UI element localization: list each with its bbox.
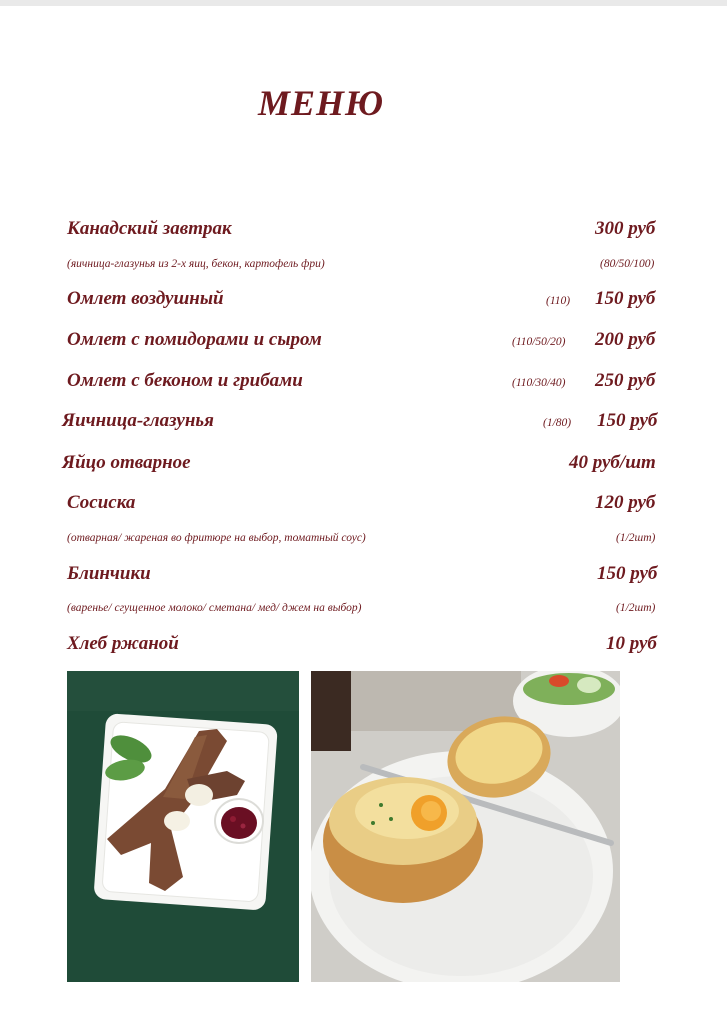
menu-item-name: Омлет с беконом и грибами xyxy=(67,370,303,391)
menu-item-price: 200 руб xyxy=(595,329,656,350)
menu-item-name: Яичница-глазунья xyxy=(62,410,214,431)
menu-item-price: 120 руб xyxy=(595,492,656,513)
menu-item-weight: (110/50/20) xyxy=(512,336,566,348)
pancakes-photo xyxy=(67,671,299,982)
menu-item-price: 150 руб xyxy=(595,288,656,309)
menu-item-weight: (110) xyxy=(546,295,571,307)
pancakes-plate-icon xyxy=(67,671,299,982)
menu-item-name: Сосиска xyxy=(67,492,136,513)
egg-bread-bowl-icon xyxy=(311,671,620,982)
page-title: МЕНЮ xyxy=(258,83,385,123)
egg-bread-photo xyxy=(311,671,620,982)
menu-page xyxy=(0,6,727,1024)
menu-item-price: 300 руб xyxy=(595,218,656,239)
menu-item-name: Блинчики xyxy=(67,563,151,584)
menu-item-price: 250 руб xyxy=(595,370,656,391)
menu-item-name: Яйцо отварное xyxy=(62,452,191,473)
menu-item-name: Хлеб ржаной xyxy=(67,633,179,654)
menu-item-description: (варенье/ сгущенное молоко/ сметана/ мед/ джем на выбор) xyxy=(67,602,362,614)
menu-item-description: (отварная/ жареная во фритюре на выбор, томатный соус) xyxy=(67,532,366,544)
menu-item-price: 10 руб xyxy=(606,633,657,654)
menu-item-weight: (1/2шт) xyxy=(616,532,656,544)
menu-item-name: Омлет с помидорами и сыром xyxy=(67,329,322,350)
menu-item-description: (яичница-глазунья из 2-х яиц, бекон, картофель фри) xyxy=(67,258,325,270)
menu-item-weight: (80/50/100) xyxy=(600,258,655,270)
menu-item-name: Канадский завтрак xyxy=(67,218,232,239)
menu-item-weight: (1/2шт) xyxy=(616,602,656,614)
menu-item-weight: (1/80) xyxy=(543,417,572,429)
menu-item-price: 40 руб/шт xyxy=(569,452,656,473)
menu-item-name: Омлет воздушный xyxy=(67,288,224,309)
menu-item-weight: (110/30/40) xyxy=(512,377,566,389)
menu-item-price: 150 руб xyxy=(597,410,658,431)
menu-item-price: 150 руб xyxy=(597,563,658,584)
